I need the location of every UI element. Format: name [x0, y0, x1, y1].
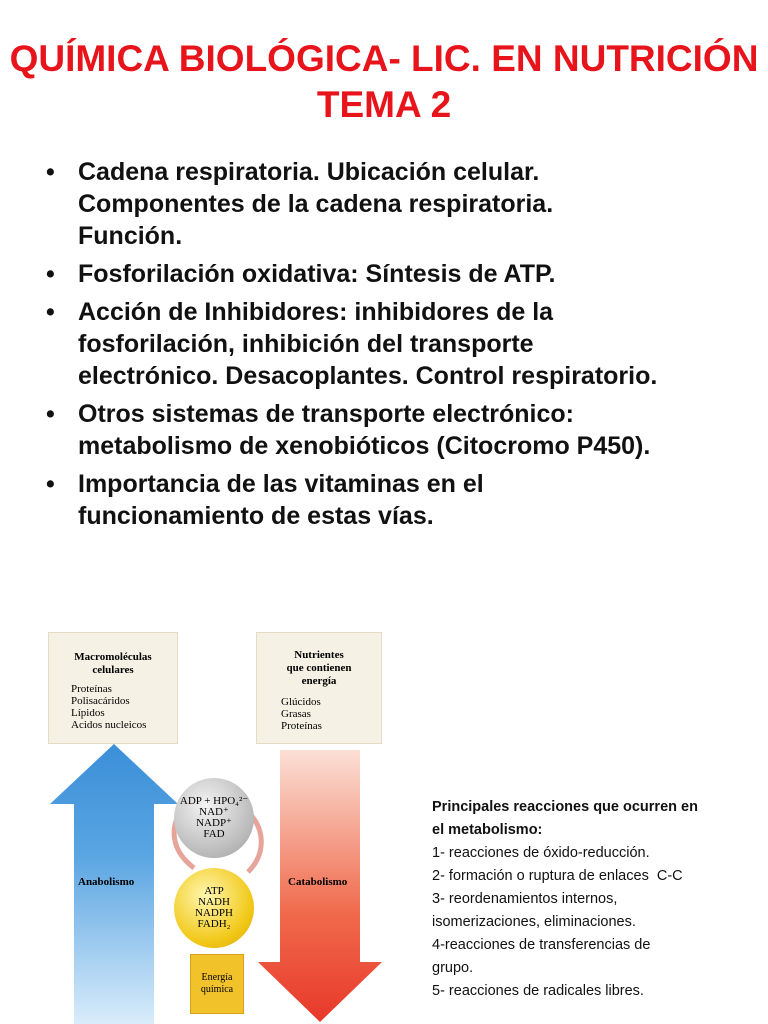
macro-item: Proteínas [71, 683, 112, 695]
reduced-cofactors-circle: ATP NADH NADPH FADH₂ [174, 868, 254, 948]
list-item: • Acción de Inhibidores: inhibidores de la fosforilación, inhibición del transporte electrónico. Desacoplantes. Control respiratorio. [46, 298, 658, 390]
nutri-title-2: que contienen [286, 662, 352, 674]
nutrients-box [256, 632, 382, 744]
nutri-item: Proteínas [281, 720, 322, 732]
list-item: • Otros sistemas de transporte electrónico: metabolismo de xenobióticos (Citocromo P450). [46, 400, 651, 460]
reaction-line: isomerizaciones, eliminaciones. [432, 914, 636, 930]
reaction-line: 1- reacciones de óxido-reducción. [432, 845, 650, 861]
nutri-item: Grasas [281, 708, 311, 720]
chemical-energy-box: Energía química [190, 954, 244, 1014]
reaction-line: 3- reordenamientos internos, [432, 891, 618, 907]
nutri-title-3: energía [301, 675, 337, 687]
title-line-1: QUÍMICA BIOLÓGICA- LIC. EN NUTRICIÓN [9, 38, 759, 79]
reactions-panel [432, 796, 752, 1003]
reactions-header-2: el metabolismo: [432, 822, 543, 838]
macromolecules-box [48, 632, 178, 744]
bullet-icon: • [46, 298, 55, 326]
macro-title-1: Macromoléculas [74, 651, 152, 663]
bullet-icon: • [46, 260, 55, 288]
list-item: • Cadena respiratoria. Ubicación celular. Componentes de la cadena respiratoria. Función. [46, 158, 554, 250]
list-item: • Fosforilación oxidativa: Síntesis de ATP. [46, 260, 556, 288]
reaction-line: 2- formación o ruptura de enlaces C-C [432, 868, 683, 884]
topic-list [44, 156, 744, 538]
list-item: • Importancia de las vitaminas en el funcionamiento de estas vías. [46, 470, 484, 530]
title-line-2: TEMA 2 [316, 84, 452, 125]
reaction-line: 5- reacciones de radicales libres. [432, 983, 644, 999]
reactions-header-1: Principales reacciones que ocurren en [432, 799, 698, 815]
macro-item: Polisacáridos [71, 695, 130, 707]
bullet-icon: • [46, 158, 55, 186]
metabolism-diagram [44, 632, 386, 1024]
nutri-item: Glúcidos [281, 696, 321, 708]
macro-item: Acidos nucleicos [71, 719, 147, 731]
reaction-line: 4-reacciones de transferencias de [432, 937, 651, 953]
catabolism-label: Catabolismo [288, 876, 348, 888]
macro-title-2: celulares [92, 664, 134, 676]
page-title [0, 36, 768, 128]
bullet-icon: • [46, 400, 55, 428]
oxidized-cofactors-circle: ADP + HPO₄²⁻ NAD⁺ NADP⁺ FAD [174, 778, 254, 858]
nutri-title-1: Nutrientes [294, 649, 344, 661]
anabolism-label: Anabolismo [78, 876, 135, 888]
macro-item: Lípidos [71, 707, 105, 719]
reaction-line: grupo. [432, 960, 474, 976]
bullet-icon: • [46, 470, 55, 498]
